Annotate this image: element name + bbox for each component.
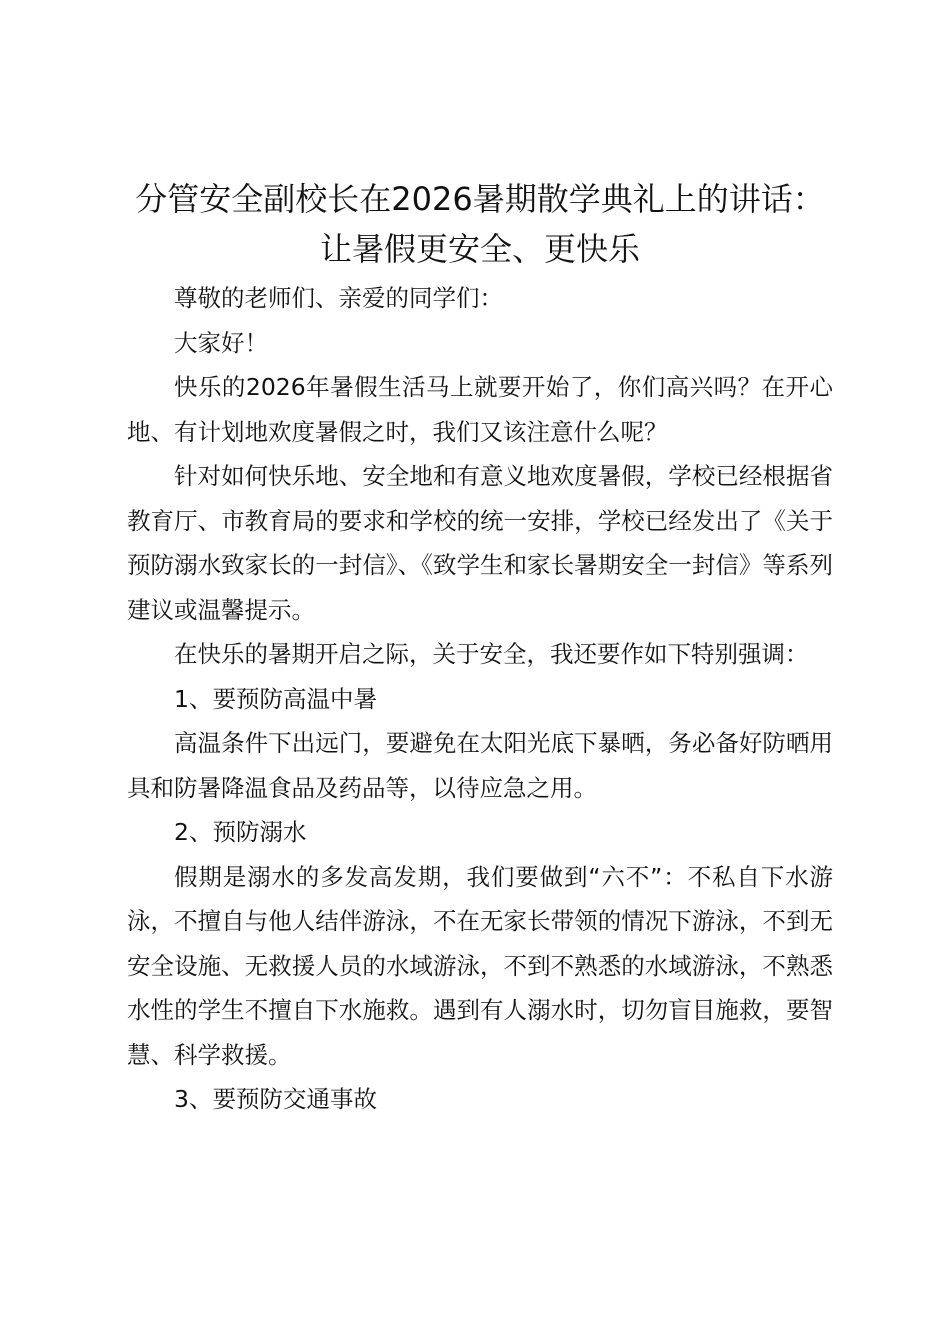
- salutation: 尊敬的老师们、亲爱的同学们：: [174, 284, 503, 312]
- section-heading-traffic: 3、要预防交通事故: [174, 1085, 377, 1113]
- document-title: 分管安全副校长在2026暑期散学典礼上的讲话：让暑假更安全、更快乐: [135, 180, 825, 268]
- document-body: [127, 174, 833, 1122]
- paragraph-heatstroke: 高温条件下出远门，要避免在太阳光底下暴晒，务必备好防晒用具和防暑降温食品及药品等，以待应急之用。: [127, 729, 833, 802]
- section-heading-heatstroke: 1、要预防高温中暑: [174, 684, 377, 713]
- paragraph-intro: 快乐的2026年暑假生活马上就要开始了，你们高兴吗？在开心地、有计划地欢度暑假之时，我们又该注意什么呢？: [127, 373, 833, 446]
- paragraph-emphasis: 在快乐的暑期开启之际，关于安全，我还要作如下特别强调：: [174, 640, 809, 668]
- paragraph-school-notice: 针对如何快乐地、安全地和有意义地欢度暑假，学校已经根据省教育厅、市教育局的要求和学校的统一安排，学校已经发出了《关于预防溺水致家长的一封信》、《致学生和家长暑期安全一封信》等系列建议或温馨提示。: [127, 462, 833, 624]
- section-heading-drowning: 2、预防溺水: [174, 818, 307, 846]
- greeting: 大家好！: [174, 328, 268, 357]
- paragraph-drowning: 假期是溺水的多发高发期，我们要做到“六不”：不私自下水游泳，不擅自与他人结伴游泳，不在无家长带领的情况下游泳，不到无安全设施、无救援人员的水域游泳，不到不熟悉的水域游泳，不熟悉水性的学生不擅自下水施救。遇到有人溺水时，切勿盲目施救，要智慧、科学救援。: [127, 862, 833, 1069]
